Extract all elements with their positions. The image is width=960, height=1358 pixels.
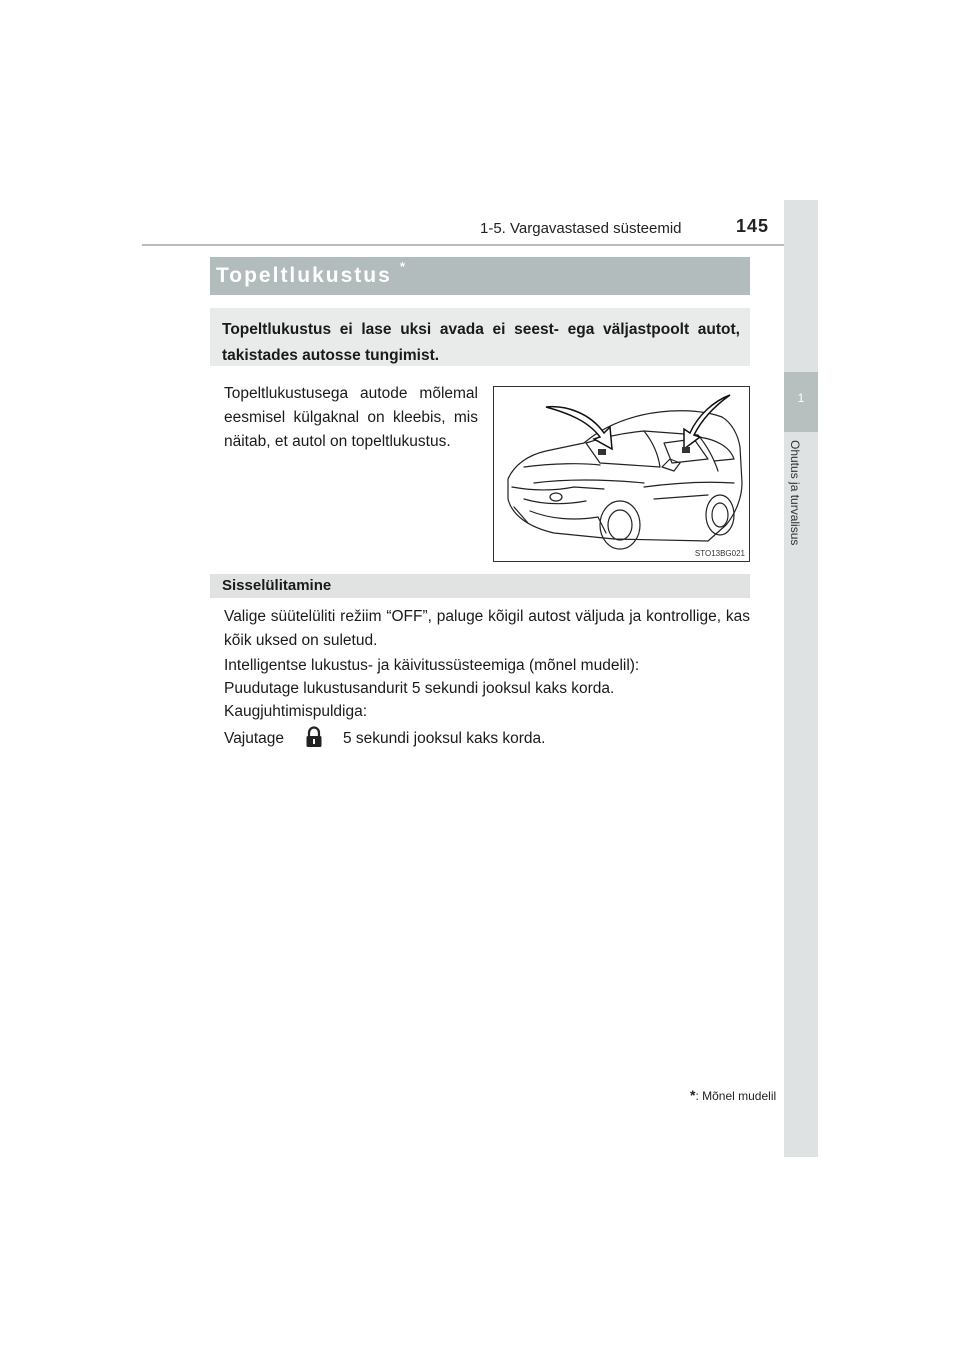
off-instruction: Valige süütelüliti režiim “OFF”, paluge kõigil autost väljuda ja kontrollige, kas kõik uksed on suletud. — [224, 608, 750, 649]
remote-prefix: Vajutage — [224, 730, 285, 747]
car-drawing — [494, 387, 749, 561]
remote-title: Kaugjuhtimispuldiga: — [224, 703, 368, 720]
title-marker: * — [400, 259, 406, 274]
car-illustration — [493, 386, 750, 562]
illustration-code: STO13BG021 — [694, 549, 745, 558]
footnote-text: : Mõnel mudelil — [695, 1089, 777, 1103]
chapter-title — [788, 440, 812, 580]
left-arrow-icon — [546, 407, 612, 449]
remote-suffix: 5 sekundi jooksul kaks korda. — [343, 730, 546, 747]
smart-system-title: Intelligentse lukustus- ja käivitussüsteemiga (mõnel mudelil): — [224, 657, 640, 674]
summary-box — [210, 308, 750, 366]
header-rule — [142, 244, 818, 246]
subheading-bar — [210, 574, 750, 598]
section-title: 1-5. Vargavastased süsteemid — [480, 220, 682, 237]
footnote-marker: * — [690, 1087, 696, 1103]
chapter-number: 1 — [797, 391, 805, 405]
right-sticker — [682, 447, 690, 453]
page-number: 145 — [736, 216, 770, 236]
right-arrow-icon — [684, 395, 730, 449]
footnote — [690, 1087, 776, 1103]
summary-text: Topeltlukustus ei lase uksi avada ei seest- ega väljastpoolt autot, takistades autosse tungimist. — [222, 321, 740, 364]
chapter-title-text: Ohutus ja turvalisus — [788, 440, 802, 546]
left-sticker — [598, 449, 606, 455]
page-title-bar — [210, 257, 750, 295]
smart-system-text: Puudutage lukustusandurit 5 sekundi jooksul kaks korda. — [224, 680, 615, 697]
subheading: Sisselülitamine — [222, 577, 332, 594]
side-strip — [784, 200, 818, 1157]
padlock-icon — [303, 726, 325, 748]
intro-text: Topeltlukustusega autode mõlemal eesmisel külgaknal on kleebis, mis näitab, et autol on topeltlukustus. — [224, 385, 478, 450]
page-title: Topeltlukustus — [216, 264, 392, 287]
